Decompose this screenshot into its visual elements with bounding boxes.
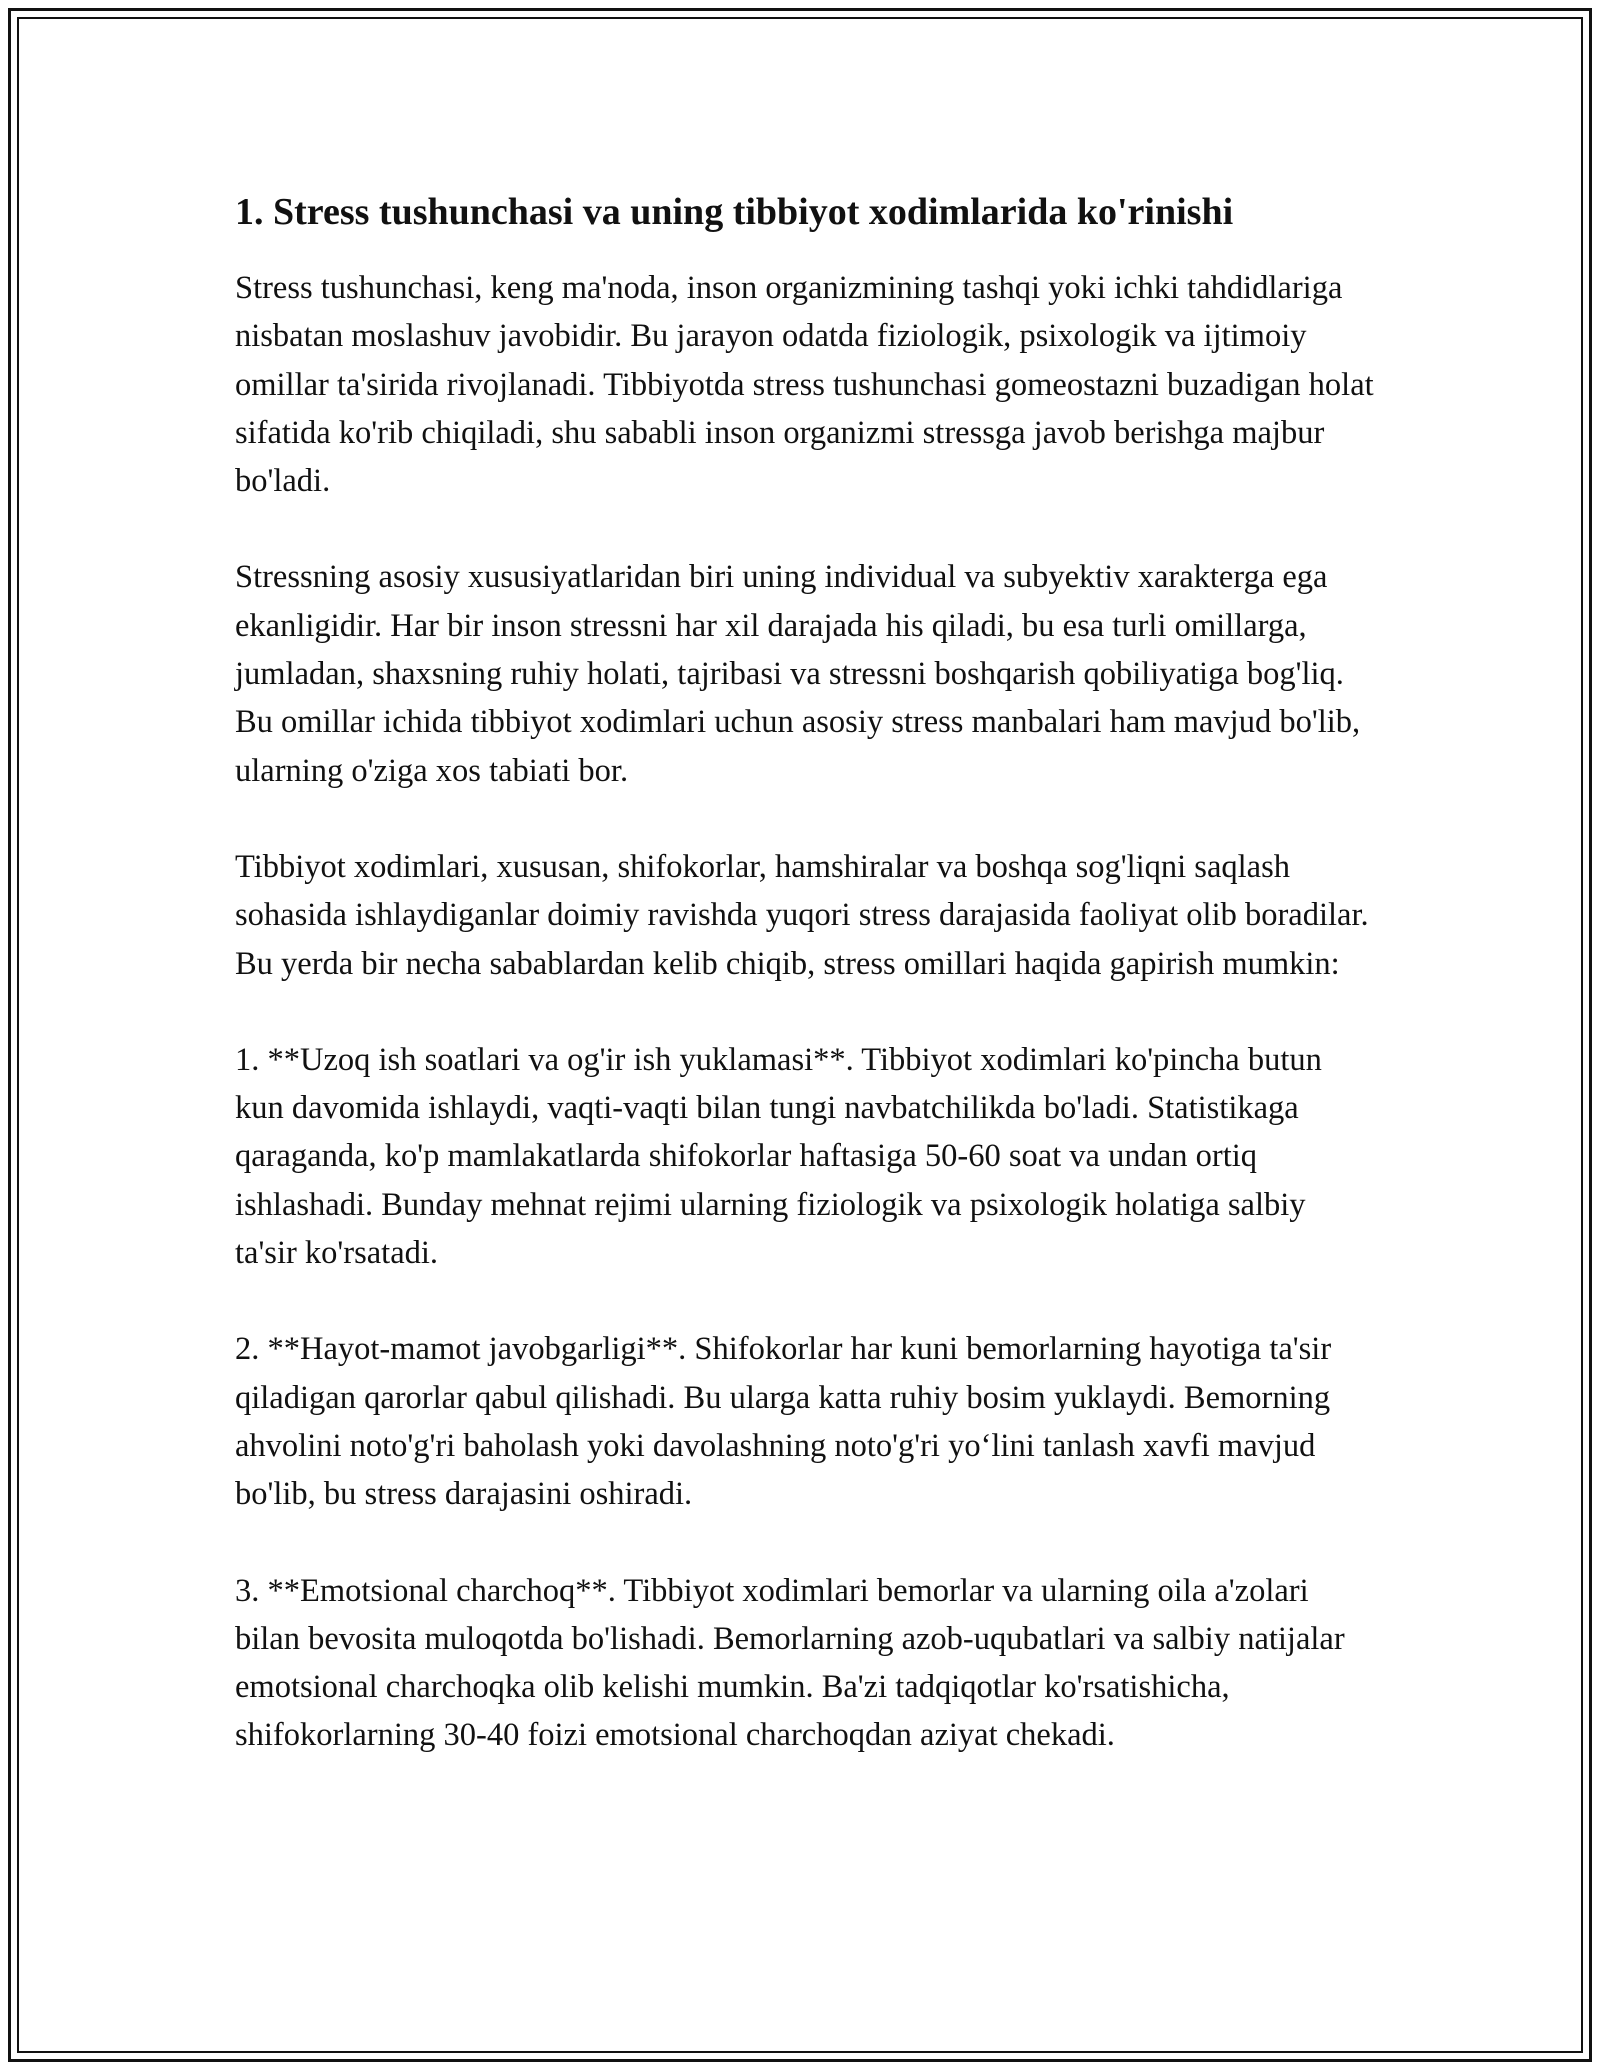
- paragraph-stress-characteristics: Stressning asosiy xususiyatlaridan biri uning individual va subyektiv xarakterga ega ekanligidir. Har bir inson stressni har xil darajada his qiladi, bu esa turli omillarga, jumladan, shaxsning ruhiy holati, tajribasi va stressni boshqarish qobiliyatiga bog'liq. Bu omillar ichida tibbiyot xodimlari uchun asosiy stress manbalari ham mavjud bo'lib, ularning o'ziga xos tabiati bor.: [235, 559, 1361, 789]
- section-heading: 1. Stress tushunchasi va uning tibbiyot xodimlarida ko'rinishi: [235, 191, 1234, 233]
- paragraph-medical-staff: Tibbiyot xodimlari, xususan, shifokorlar, hamshiralar va boshqa sog'liqni saqlash sohasida ishlaydiganlar doimiy ravishda yuqori stress darajasida faoliyat olib boradilar. Bu yerda bir necha sabablardan kelib chiqib, stress omillari haqida gapirish mumkin:: [235, 848, 1369, 982]
- paragraph-factor-work-hours: 1. **Uzoq ish soatlari va og'ir ish yuklamasi**. Tibbiyot xodimlari ko'pincha butun kun davomida ishlaydi, vaqti-vaqti bilan tungi navbatchilikda bo'ladi. Statistikaga qaraganda, ko'p mamlakatlarda shifokorlar haftasiga 50-60 soat va undan ortiq ishlashadi. Bunday mehnat rejimi ularning fiziologik va psixologik holatiga salbiy ta'sir ko'rsatadi.: [235, 1041, 1322, 1272]
- paragraph-factor-emotional-fatigue: 3. **Emotsional charchoq**. Tibbiyot xodimlari bemorlar va ularning oila a'zolari bilan bevosita muloqotda bo'lishadi. Bemorlarning azob-uqubatlari va salbiy natijalar emotsional charchoqka olib kelishi mumkin. Ba'zi tadqiqotlar ko'rsatishicha, shifokorlarning 30-40 foizi emotsional charchoqdan aziyat chekadi.: [235, 1572, 1345, 1754]
- document-body: [235, 188, 1375, 1808]
- paragraph-stress-definition: Stress tushunchasi, keng ma'noda, inson organizmining tashqi yoki ichki tahdidlariga nisbatan moslashuv javobidir. Bu jarayon odatda fiziologik, psixologik va ijtimoiy omillar ta'sirida rivojlanadi. Tibbiyotda stress tushunchasi gomeostazni buzadigan holat sifatida ko'rib chiqiladi, shu sababli inson organizmi stressga javob berishga majbur bo'ladi.: [235, 270, 1374, 500]
- paragraph-factor-responsibility: 2. **Hayot-mamot javobgarligi**. Shifokorlar har kuni bemorlarning hayotiga ta'sir qiladigan qarorlar qabul qilishadi. Bu ularga katta ruhiy bosim yuklaydi. Bemorning ahvolini noto'g'ri baholash yoki davolashning noto'g'ri yo‘lini tanlash xavfi mavjud bo'lib, bu stress darajasini oshiradi.: [235, 1331, 1332, 1513]
